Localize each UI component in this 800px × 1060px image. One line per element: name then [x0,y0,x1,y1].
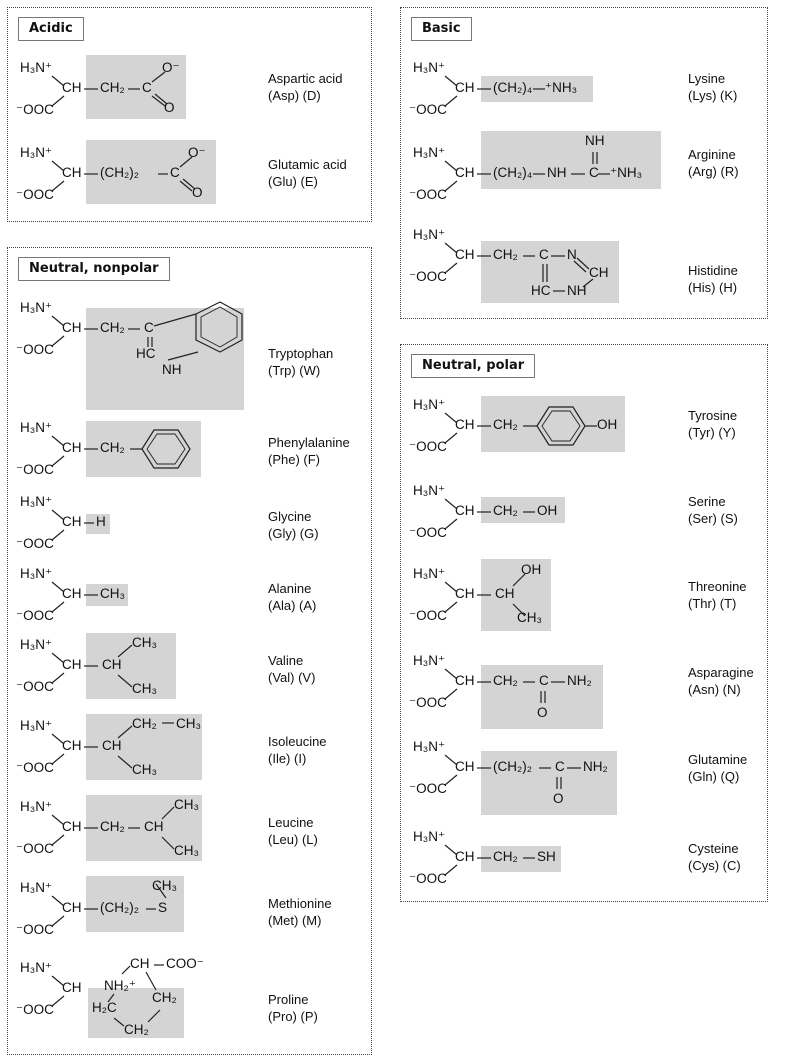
side-chain-ch: CH [102,738,122,753]
amino-group-label: H₃N⁺ [413,227,446,242]
side-chain-h: H [96,514,106,529]
amino-acid-fullname: Cysteine [688,841,739,856]
amino-acid-fullname: Arginine [688,147,736,162]
amino-acid-abbreviation: (Tyr) (Y) [688,425,736,440]
alpha-carbon-label: CH [455,849,475,864]
amino-acid-abbreviation: (Ala) (A) [268,598,317,613]
amino-acid-fullname: Threonine [688,579,747,594]
amino-acid-name-val [268,652,315,686]
side-chain-chain: (CH₂)₄ [493,80,533,95]
bond [574,261,586,272]
bond [146,972,156,990]
bond-carboxyl [52,181,64,191]
amino-group-label: H₃N⁺ [20,300,53,315]
bond [180,181,192,191]
bond-carboxyl [52,602,64,612]
bond-carboxyl [445,433,457,443]
alpha-carbon-label: CH [62,980,82,995]
amino-acid-abbreviation: (Glu) (E) [268,174,318,189]
alpha-carbon-label: CH [455,165,475,180]
side-chain-ch3-bottom: CH₃ [132,762,157,777]
side-chain-ch3-top: CH₃ [132,635,157,650]
panel-title-acidic: Acidic [18,17,84,41]
amino-acid-cys [409,829,773,919]
amino-acid-ser [409,483,773,573]
side-chain-ch2-right: CH₂ [152,990,177,1005]
amino-acid-fullname: Alanine [268,581,312,596]
alpha-carbon-label: CH [62,80,82,95]
amino-group-label: H₃N⁺ [413,397,446,412]
amino-acid-thr [409,562,773,656]
alpha-carbon-label: CH [62,586,82,601]
amino-acid-fullname: Aspartic acid [268,71,343,86]
bond [118,726,132,738]
amino-acid-arg [409,133,773,235]
carboxyl-group-label: ⁻OOC [16,187,54,202]
side-chain-carbon: C [589,165,599,180]
bond-carboxyl [52,916,64,926]
side-chain-oh: OH [537,503,558,518]
amino-group-label: H₃N⁺ [413,60,446,75]
amino-acid-name-met [268,895,332,929]
carboxyl-group-label: ⁻OOC [16,760,54,775]
amino-acid-fullname: Asparagine [688,665,754,680]
amino-group-label: H₃N⁺ [20,494,53,509]
bond-amino [445,845,457,855]
side-chain-o-minus: O⁻ [162,60,180,75]
amino-acid-name-glu [268,156,347,190]
side-chain-ch2: CH₂ [493,673,518,688]
amino-acid-name-thr [688,578,747,612]
side-chain-oxygen: O [553,791,564,806]
amino-acid-abbreviation: (Lys) (K) [688,88,738,103]
amino-acid-name-his [688,262,738,296]
amino-acid-fullname: Valine [268,653,304,668]
amino-acid-fullname: Proline [268,992,309,1007]
amino-acid-name-cys [688,840,741,874]
amino-acid-fullname: Isoleucine [268,734,327,749]
amino-acid-abbreviation: (Pro) (P) [268,1009,318,1024]
bond [114,1018,124,1026]
benzene-inner-ring [201,307,237,347]
bond [118,645,132,657]
bond [162,807,174,819]
alpha-carbon-label: CH [62,819,82,834]
side-chain-ch3: CH₃ [517,610,542,625]
side-chain-oh: OH [597,417,618,432]
bond-amino [445,499,457,509]
bond-carboxyl [445,865,457,875]
side-chain-ch: CH [144,819,164,834]
amino-group-label: H₃N⁺ [20,60,53,75]
backbone-bonds [20,960,380,1060]
side-chain-h2c: H₂C [92,1000,117,1015]
bond-amino [52,316,64,326]
amino-group-label: H₃N⁺ [413,145,446,160]
amino-acid-fullname: Serine [688,494,726,509]
side-chain-ch: CH [102,657,122,672]
amino-acid-fullname: Glycine [268,509,312,524]
panel-title-neutral-polar: Neutral, polar [411,354,535,378]
bond-amino [52,76,64,86]
bond-carboxyl [52,336,64,346]
carboxyl-group-label: ⁻OOC [16,1002,54,1017]
bond-amino [445,76,457,86]
side-chain-ch3-top: CH₃ [174,797,199,812]
alpha-carbon-label: CH [62,738,82,753]
carboxyl-group-label: ⁻OOC [409,608,447,623]
side-chain-ch: CH [589,265,609,280]
side-chain-oxygen: O [537,705,548,720]
amino-acid-abbreviation: (Cys) (C) [688,858,741,873]
phenol-ring [537,407,585,445]
bond-carboxyl [52,673,64,683]
amino-acid-name-ser [688,493,738,527]
side-chain-ch3-bottom: CH₃ [174,843,199,858]
bond-amino [445,582,457,592]
carboxyl-group-label: ⁻OOC [16,462,54,477]
amino-group-label: H₃N⁺ [20,420,53,435]
bond-carboxyl [52,456,64,466]
bond-carboxyl [445,96,457,106]
amino-acid-name-trp [268,345,333,379]
amino-group-label: H₃N⁺ [20,718,53,733]
amino-acid-fullname: Phenylalanine [268,435,350,450]
bond-amino [52,510,64,520]
amino-acid-fullname: Methionine [268,896,332,911]
bond-amino [445,413,457,423]
amino-acid-tyr [409,397,773,487]
bond-amino [445,755,457,765]
alpha-carbon-label: CH [455,417,475,432]
side-chain-nh: NH [162,362,182,377]
carboxyl-group-label: ⁻OOC [16,102,54,117]
amino-acid-name-arg [688,146,739,180]
amino-acid-fullname: Lysine [688,71,726,86]
amino-acid-name-asp [268,70,342,104]
amino-acid-abbreviation: (Thr) (T) [688,596,737,611]
side-chain-chain: (CH₂)₄ [493,165,533,180]
amino-acid-abbreviation: (Val) (V) [268,670,316,685]
bond [118,756,132,768]
amino-acid-abbreviation: (Asp) (D) [268,88,321,103]
side-chain-ch2: CH₂ [100,320,125,335]
side-chain-sh: SH [537,849,556,864]
alpha-carbon-label: CH [62,440,82,455]
amino-acid-abbreviation: (Trp) (W) [268,363,321,378]
amino-acid-fullname: Glutamine [688,752,748,767]
side-chain-oh: OH [521,562,542,577]
phenol-inner-ring [542,411,580,441]
side-chain-ch3: CH₃ [100,586,125,601]
bond-carboxyl [52,530,64,540]
side-chain-ch2-bottom: CH₂ [124,1022,149,1037]
amino-acid-fullname: Tryptophan [268,346,334,361]
bond-carboxyl [445,263,457,273]
bond-amino [52,582,64,592]
alpha-carbon-label: CH [455,586,475,601]
amino-acid-abbreviation: (Phe) (F) [268,452,320,467]
side-chain-carbon: C [142,80,152,95]
side-chain-ch3-bottom: CH₃ [132,681,157,696]
side-chain-ch2: CH₂ [100,440,125,455]
side-chain-oxygen: O [192,185,203,200]
amino-acid-gln [409,739,773,829]
amino-acid-abbreviation: (Ile) (I) [268,751,307,766]
amino-group-label: H₃N⁺ [413,483,446,498]
amino-group-label: H₃N⁺ [20,799,53,814]
bond [168,352,198,360]
amino-acid-trp [16,300,380,390]
amino-group-label: H₃N⁺ [413,829,446,844]
panel-title-neutral-nonpolar: Neutral, nonpolar [18,257,170,281]
carboxyl-group-label: ⁻OOC [16,922,54,937]
side-chain-hc: HC [136,346,156,361]
bond-carboxyl [445,519,457,529]
side-chain-ch2: CH₂ [493,503,518,518]
side-chain-o-minus: O⁻ [188,145,206,160]
side-chain-ch2: CH₂ [493,247,518,262]
bond [162,837,174,849]
side-chain-chain: (CH₂)₂ [100,900,139,915]
amino-acid-name-tyr [688,407,737,441]
side-chain-ch3: CH₃ [152,878,177,893]
bond-amino [52,161,64,171]
bond-amino [445,669,457,679]
bond-amino [445,161,457,171]
alpha-carbon-label: CH [62,900,82,915]
bond-amino [52,653,64,663]
carboxyl-group-label: ⁻OOC [16,536,54,551]
panel-title-basic: Basic [411,17,472,41]
amino-acid-name-phe [268,434,350,468]
side-chain-ch2: (CH₂)₂ [100,165,139,180]
bond-amino [52,896,64,906]
side-chain-coo: COO⁻ [166,956,204,971]
carboxyl-group-label: ⁻OOC [16,679,54,694]
side-chain-nh2: NH₂ [567,673,592,688]
bond-amino [52,734,64,744]
side-chain-ch2: CH₂ [493,417,518,432]
amino-acid-his [409,227,773,317]
side-chain-carbon: C [555,759,565,774]
carboxyl-group-label: ⁻OOC [409,102,447,117]
amino-acid-abbreviation: (His) (H) [688,280,738,295]
carboxyl-group-label: ⁻OOC [409,781,447,796]
alpha-carbon-label: CH [62,514,82,529]
alpha-carbon-label: CH [455,503,475,518]
side-chain-nh: NH [547,165,567,180]
side-chain-ch2: CH₂ [100,80,125,95]
bond [577,258,589,269]
bond [122,966,130,974]
amino-acid-asp [16,60,380,150]
side-chain-ch: CH [495,586,515,601]
bond-carboxyl [52,835,64,845]
amino-acid-fullname: Glutamic acid [268,157,347,172]
amino-group-label: H₃N⁺ [20,880,53,895]
amino-acid-name-gly [268,508,319,542]
amino-group-label: H₃N⁺ [20,637,53,652]
bond-carboxyl [445,181,457,191]
amino-acid-abbreviation: (Arg) (R) [688,164,739,179]
amino-acid-abbreviation: (Gly) (G) [268,526,319,541]
side-chain-hc: HC [531,283,551,298]
carboxyl-group-label: ⁻OOC [16,342,54,357]
side-chain-s: S [158,900,168,915]
side-chain-ch2: CH₂ [100,819,125,834]
amino-acid-abbreviation: (Leu) (L) [268,832,318,847]
amino-acid-fullname: Leucine [268,815,314,830]
amino-acid-leu [16,797,380,889]
side-chain-carbon: C [539,247,549,262]
side-chain-carbon: C [170,165,180,180]
bond-carboxyl [52,996,64,1006]
alpha-carbon-label: CH [455,247,475,262]
side-chain-carbon: C [144,320,154,335]
side-chain-oxygen: O [164,100,175,115]
bond [154,314,196,326]
side-chain-imine: NH [585,133,605,148]
carboxyl-group-label: ⁻OOC [16,841,54,856]
bond-carboxyl [445,689,457,699]
alpha-carbon-label: CH [62,657,82,672]
amino-acid-fullname: Histidine [688,263,738,278]
amino-acid-abbreviation: (Asn) (N) [688,682,741,697]
bond-carboxyl [445,602,457,612]
alpha-carbon-label: CH [455,759,475,774]
amino-acid-abbreviation: (Ser) (S) [688,511,738,526]
phenyl-ring [142,430,190,468]
side-chain-ch2: CH₂ [493,849,518,864]
carboxyl-group-label: ⁻OOC [409,187,447,202]
amino-group-label: H₃N⁺ [20,145,53,160]
amino-acid-name-leu [268,814,318,848]
amino-group-label: H₃N⁺ [413,653,446,668]
alpha-carbon-label: CH [455,80,475,95]
amino-acid-abbreviation: (Met) (M) [268,913,322,928]
side-chain-carbon: C [539,673,549,688]
side-chain-nh2: NH₂ [583,759,608,774]
carboxyl-group-label: ⁻OOC [409,871,447,886]
bond-amino [52,436,64,446]
amino-acid-name-lys [688,70,737,104]
amino-acid-glu [16,145,380,235]
side-chain-amino: ⁺NH₃ [545,80,578,95]
benzene-ring [196,302,242,352]
side-chain-chain: (CH₂)₂ [493,759,532,774]
bond-carboxyl [52,96,64,106]
amino-acid-name-asn [688,664,754,698]
amino-group-label: H₃N⁺ [20,566,53,581]
amino-acid-name-ile [268,733,327,767]
side-chain-ch: CH [130,956,150,971]
side-chain-ch3-end: CH₃ [176,716,201,731]
alpha-carbon-label: CH [62,320,82,335]
amino-acid-name-pro [268,991,318,1025]
bond-carboxyl [445,775,457,785]
carboxyl-group-label: ⁻OOC [409,439,447,454]
amino-acid-fullname: Tyrosine [688,408,738,423]
side-chain-ch2: CH₂ [132,716,157,731]
amino-acid-name-ala [268,580,316,614]
amino-group-label: H₃N⁺ [413,566,446,581]
bond-amino [445,243,457,253]
side-chain-n: N [567,247,577,262]
side-chain-nh2: NH₂⁺ [104,978,136,993]
bond [118,675,132,687]
carboxyl-group-label: ⁻OOC [409,525,447,540]
bond-amino [52,815,64,825]
amino-acid-pro [16,956,380,1050]
bond-carboxyl [52,754,64,764]
phenyl-inner-ring [147,434,185,464]
side-chain-amino: ⁺NH₃ [610,165,643,180]
amino-acid-abbreviation: (Gln) (Q) [688,769,740,784]
amino-acid-name-gln [688,751,747,785]
alpha-carbon-label: CH [62,165,82,180]
alpha-carbon-label: CH [455,673,475,688]
carboxyl-group-label: ⁻OOC [409,695,447,710]
amino-group-label: H₃N⁺ [20,960,53,975]
carboxyl-group-label: ⁻OOC [16,608,54,623]
bond-amino [52,976,64,986]
amino-group-label: H₃N⁺ [413,739,446,754]
carboxyl-group-label: ⁻OOC [409,269,447,284]
side-chain-nh: NH [567,283,587,298]
amino-acid-asn [409,653,773,743]
bond [148,1010,160,1022]
